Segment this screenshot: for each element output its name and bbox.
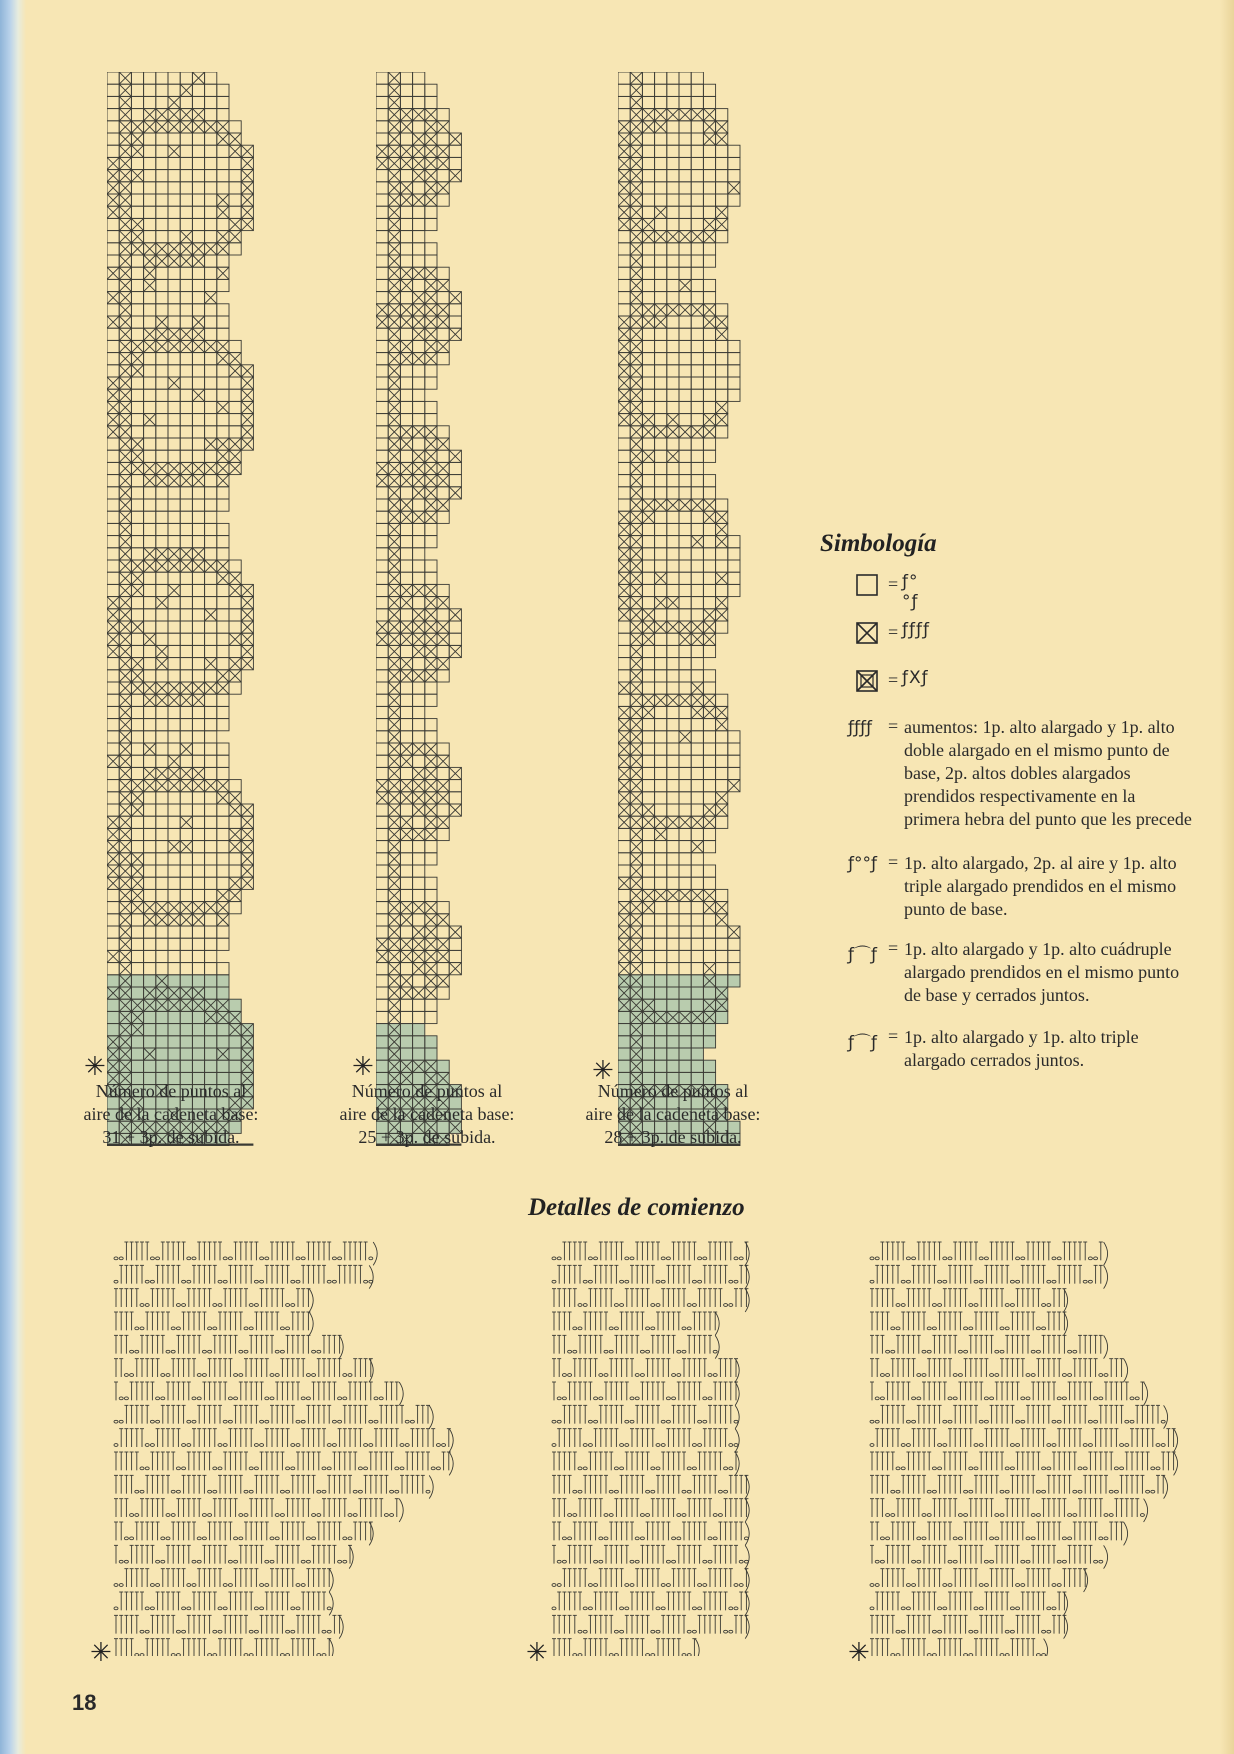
- stitch-glyph: ƒƒƒƒ: [902, 620, 930, 640]
- start-marker-icon: ✳: [526, 1638, 548, 1668]
- description-text: 1p. alto alargado y 1p. alto cuádruple alargado prendidos en el mismo punto de base y cerrados juntos.: [904, 939, 1180, 1005]
- chain-stitch-icon: ƒ°°ƒ: [848, 854, 877, 874]
- filet-grid: [618, 72, 777, 1146]
- chart-1-caption: [56, 1080, 286, 1149]
- stitch-glyph: ƒXƒ: [902, 668, 929, 688]
- legend-description-chain-picot: [848, 852, 1220, 927]
- equals-sign: =: [888, 852, 899, 872]
- stitch-detail: [548, 1236, 828, 1656]
- filet-chart-3: [618, 72, 777, 1146]
- description-text: aumentos: 1p. alto alargado y 1p. alto doble alargado en el mismo punto de base, 2p. altos dobles alargados prendidos respectivamente en la primera hebra del punto que les precede: [904, 717, 1192, 829]
- filet-grid: [107, 72, 290, 1146]
- caption-line: Número de puntos al: [351, 1081, 503, 1101]
- start-marker-icon: ✳: [848, 1638, 870, 1668]
- legend-description-quadruple: [848, 938, 1220, 1013]
- stitch-glyph: ƒ°°ƒ: [902, 572, 919, 612]
- stitch-detail: [866, 1236, 1216, 1656]
- caption-line: aire de la cadeneta base:: [83, 1104, 259, 1124]
- page-edge-binding: [0, 0, 26, 1754]
- legend-description-triple: [848, 1026, 1220, 1078]
- caption-line: 31 + 3p. de subida.: [102, 1127, 240, 1147]
- filet-grid: [376, 72, 498, 1146]
- details-title: Detalles de comienzo: [528, 1194, 745, 1221]
- start-marker-icon: ✳: [84, 1052, 106, 1082]
- filet-chart-1: [107, 72, 290, 1146]
- start-marker-icon: ✳: [592, 1056, 614, 1086]
- description-text: 1p. alto alargado y 1p. alto triple alargado cerrados juntos.: [904, 1027, 1139, 1070]
- cluster-stitch-icon: ƒ⌒ƒ: [848, 945, 877, 965]
- crossed-square-icon: [856, 622, 878, 644]
- double-crossed-square-icon: [856, 670, 878, 692]
- start-detail-diagram-2: [548, 1236, 828, 1661]
- page-number: 18: [72, 1690, 97, 1715]
- increase-stitch-icon: ƒƒƒƒ: [848, 718, 872, 738]
- equals-sign: =: [888, 670, 899, 690]
- caption-line: aire de la cadeneta base:: [339, 1104, 515, 1124]
- caption-line: Número de puntos al: [597, 1081, 749, 1101]
- chart-3-caption: [558, 1080, 788, 1149]
- start-detail-diagram-3: [866, 1236, 1216, 1661]
- equals-sign: =: [888, 716, 899, 736]
- equals-sign: =: [888, 1026, 899, 1046]
- start-detail-diagram-1: [110, 1236, 490, 1661]
- equals-sign: =: [888, 938, 899, 958]
- legend-description-increase: [848, 716, 1220, 836]
- equals-sign: =: [888, 622, 899, 642]
- start-marker-icon: ✳: [90, 1638, 112, 1668]
- caption-line: 28 + 3p. de subida.: [604, 1127, 742, 1147]
- caption-line: 25 + 3p. de subida.: [358, 1127, 496, 1147]
- start-marker-icon: ✳: [352, 1052, 374, 1082]
- page-spine-shadow: [1220, 0, 1234, 1754]
- equals-sign: =: [888, 574, 899, 594]
- cluster-stitch-icon: ƒ⌒ƒ: [848, 1033, 877, 1053]
- filet-chart-2: [376, 72, 498, 1146]
- stitch-detail: [110, 1236, 490, 1656]
- description-text: 1p. alto alargado, 2p. al aire y 1p. alto triple alargado prendidos en el mismo punto de base.: [904, 853, 1177, 919]
- caption-line: aire de la cadeneta base:: [585, 1104, 761, 1124]
- legend-title: Simbología: [820, 530, 937, 557]
- caption-line: Número de puntos al: [95, 1081, 247, 1101]
- empty-square-icon: [856, 574, 878, 596]
- chart-2-caption: [312, 1080, 542, 1149]
